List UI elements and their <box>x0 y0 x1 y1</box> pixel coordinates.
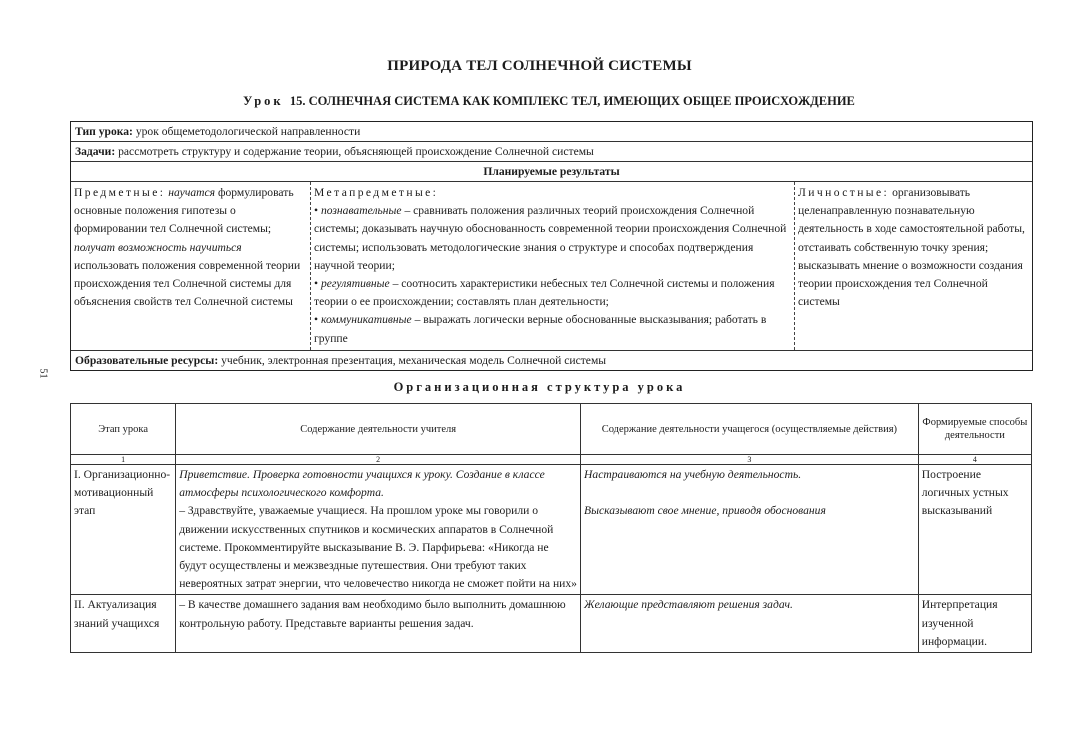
meta-cognitive-text: – сравнивать положения различных теорий происхождения Солнечной системы; доказывать научную обоснованность современной теории происхождения Солнечной системы; использовать методологические знания о структуре и способах подтверждения научной теории; <box>314 204 787 272</box>
meta-communicative: • коммуникативные – выражать логически верные обоснованные высказывания; работать в группе <box>314 313 767 345</box>
header-teacher: Содержание деятельности учителя <box>176 404 581 455</box>
meta-regulative-label: регулятивные <box>320 277 390 291</box>
stage-cell: I. Организационно-мотивационный этап <box>71 465 176 595</box>
subject-learn-label: научатся <box>168 186 216 199</box>
skills-cell: Интерпретация изученной информации. <box>918 595 1031 653</box>
header-student: Содержание деятельности учащегося (осуществляемые действия) <box>581 404 919 455</box>
lesson-structure-table <box>70 403 1032 653</box>
meta-results <box>311 182 795 350</box>
lesson-tasks-row <box>71 142 1032 162</box>
page-title: ПРИРОДА ТЕЛ СОЛНЕЧНОЙ СИСТЕМЫ <box>387 58 692 74</box>
meta-cognitive-label: познавательные <box>320 204 402 218</box>
student-text: Желающие представляют решения задач. <box>584 598 793 612</box>
structure-title: Организационная структура урока <box>393 380 686 394</box>
resources-row <box>71 351 1032 370</box>
resources-value: учебник, электронная презентация, механическая модель Солнечной системы <box>221 353 607 367</box>
student-cell <box>581 595 919 653</box>
lesson-prefix: Урок <box>243 94 284 108</box>
teacher-cell: – В качестве домашнего задания вам необходимо было выполнить домашнюю контрольную работу. Представьте варианты решения задач. <box>176 595 581 653</box>
table-row <box>71 465 1032 595</box>
lesson-tasks-value: рассмотреть структуру и содержание теории, объясняющей происхождение Солнечной системы <box>118 145 594 158</box>
column-number: 1 <box>71 455 176 465</box>
subject-learn-text: формулировать основные положения гипотезы о формировании тел Солнечной системы; <box>74 186 294 236</box>
resources-label: Образовательные ресурсы: <box>75 353 219 367</box>
subject-label: Предметные: <box>74 186 166 199</box>
lesson-type-value: урок общеметодологической направленности <box>135 125 361 138</box>
lesson-type-label: Тип урока: <box>75 125 133 138</box>
teacher-italic-text: Приветствие. Проверка готовности учащихся к уроку. Создание в классе атмосферы психологического комфорта. <box>179 468 545 500</box>
student-cell <box>581 465 919 595</box>
personal-results <box>795 182 1032 350</box>
column-number-row <box>71 455 1032 465</box>
lesson-title-text: 15. СОЛНЕЧНАЯ СИСТЕМА КАК КОМПЛЕКС ТЕЛ, ИМЕЮЩИХ ОБЩЕЕ ПРОИСХОЖДЕНИЕ <box>289 94 855 108</box>
lesson-type-row <box>71 122 1032 142</box>
subject-chance-text: использовать положения современной теории происхождения тел Солнечной системы для объяснения свойств тел Солнечной системы <box>74 258 301 309</box>
table-header-row <box>71 404 1032 455</box>
planned-results-heading: Планируемые результаты <box>71 162 1032 182</box>
student-text: Настраиваются на учебную деятельность. <box>584 468 802 481</box>
lesson-title <box>0 94 1079 109</box>
meta-communicative-text: – выражать логически верные обоснованные высказывания; работать в группе <box>314 313 767 345</box>
table-row <box>71 595 1032 653</box>
header-stage: Этап урока <box>71 404 176 455</box>
meta-label: Метапредметные: <box>314 186 439 199</box>
page-number: 51 <box>37 368 49 379</box>
column-number: 4 <box>918 455 1031 465</box>
personal-text: организовывать целенаправленную познавательную деятельность в ходе самостоятельной работы, отстаивать собственную точку зрения; высказывать мнение о возможности создания теории происхождения тел Солнечной системы <box>798 186 1025 309</box>
column-number: 3 <box>581 455 919 465</box>
skills-cell: Построение логичных устных высказываний <box>918 465 1031 595</box>
teacher-cell <box>176 465 581 595</box>
subject-results <box>71 182 311 350</box>
lesson-info-table <box>70 121 1033 371</box>
subject-chance-label: получат возможность научиться <box>74 240 242 254</box>
teacher-text: – Здравствуйте, уважаемые учащиеся. На прошлом уроке мы говорили о движении искусственных спутников и космических аппаратов в Солнечной системе. Прокомментируйте высказывание В. Э. Парфирьева: «Никогда не будут осуществлены и межзвездные путешествия. Они требуют таких невероятных затрат энергии, что человечество никогда не сможет пойти на них» <box>179 504 577 591</box>
meta-regulative-text: – соотносить характеристики небесных тел Солнечной системы и положения теории о ее происхождении; составлять план деятельности; <box>314 277 775 309</box>
header-skills: Формируемые способы деятельности <box>918 404 1031 455</box>
planned-results <box>71 182 1032 351</box>
stage-cell: II. Актуализация знаний учащихся <box>71 595 176 653</box>
meta-regulative: • регулятивные – соотносить характеристики небесных тел Солнечной системы и положения теории о ее происхождении; составлять план деятельности; <box>314 277 775 309</box>
meta-communicative-label: коммуникативные <box>320 313 412 327</box>
meta-cognitive: • познавательные – сравнивать положения различных теорий происхождения Солнечной системы; доказывать научную обоснованность современной теории происхождения Солнечной системы; использовать методологические знания о структуре и способах подтверждения научной теории; <box>314 204 787 272</box>
lesson-tasks-label: Задачи: <box>75 145 116 158</box>
column-number: 2 <box>176 455 581 465</box>
student-text: Высказывают свое мнение, приводя обоснования <box>584 504 826 518</box>
personal-label: Личностные: <box>798 186 890 199</box>
